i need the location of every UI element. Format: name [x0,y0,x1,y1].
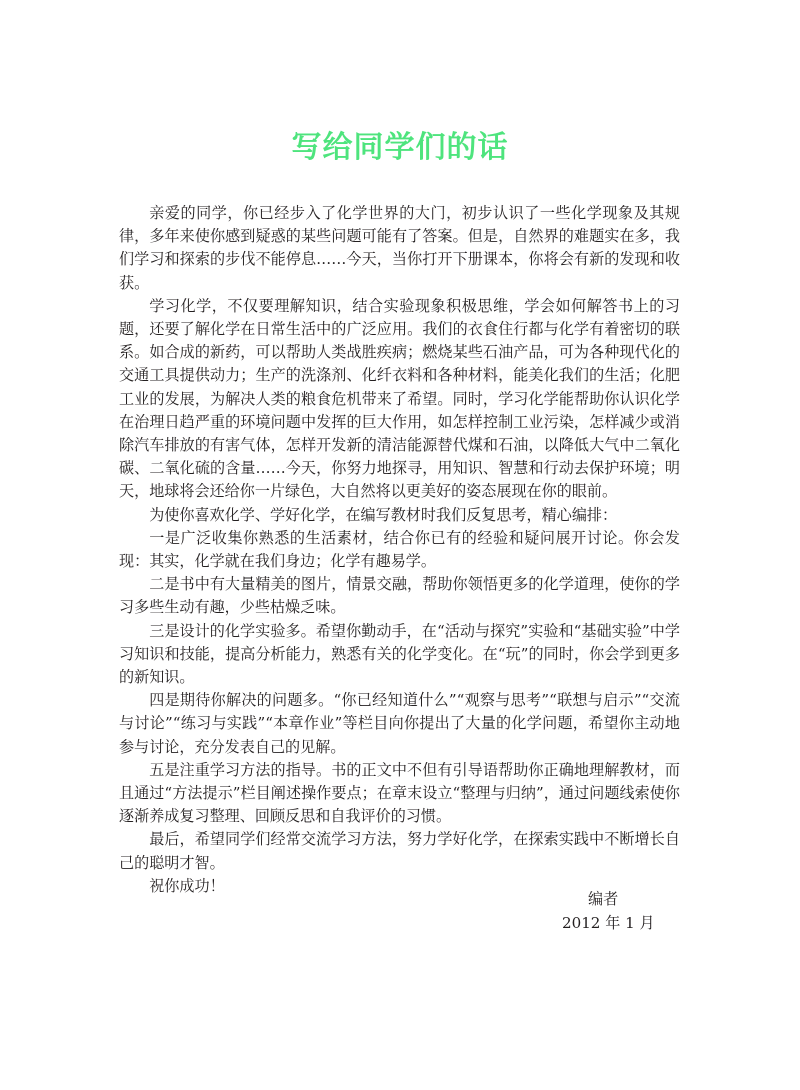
letter-body [119,202,680,898]
paragraph: 最后，希望同学们经常交流学习方法，努力学好化学，在探索实践中不断增长自己的聪明才智。 [119,830,680,872]
page-title: 写给同学们的话 [291,130,509,165]
paragraph: 四是期待你解决的问题多。“你已经知道什么”“观察与思考”“联想与启示”“交流与讨论”“练习与实践”“本章作业”等栏目向你提出了大量的化学问题，希望你主动地参与讨论，充分发表自己的见解。 [119,691,680,756]
paragraph: 祝你成功！ [149,876,225,895]
paragraph: 学习化学，不仅要理解知识，结合实验现象积极思维，学会如何解答书上的习题，还要了解化学在日常生活中的广泛应用。我们的衣食住行都与化学有着密切的联系。如合成的新药，可以帮助人类战胜疾病；燃烧某些石油产品，可为各种现代化的交通工具提供动力；生产的洗涤剂、化纤衣料和各种材料，能美化我们的生活；化肥工业的发展，为解决人类的粮食危机带来了希望。同时，学习化学能帮助你认识化学在治理日趋严重的环境问题中发挥的巨大作用，如怎样控制工业污染，怎样减少或消除汽车排放的有害气体，怎样开发新的清洁能源替代煤和石油，以降低大气中二氧化碳、二氧化硫的含量……今天，你努力地探寻，用知识、智慧和行动去保护环境；明天，地球将会还给你一片绿色，大自然将以更美好的姿态展现在你的眼前。 [119,296,680,501]
paragraph: 五是注重学习方法的指导。书的正文中不但有引导语帮助你正确地理解教材，而且通过“方法提示”栏目阐述操作要点；在章末设立“整理与归纳”，通过问题线索使你逐渐养成复习整理、回顾反思和自我评价的习惯。 [119,760,680,826]
paragraph: 三是设计的化学实验多。希望你勤动手，在“活动与探究”实验和“基础实验”中学习知识和技能，提高分析能力，熟悉有关的化学变化。在“玩”的同时，你会学到更多的新知识。 [119,621,680,687]
paragraph: 二是书中有大量精美的图片，情景交融，帮助你领悟更多的化学道理，使你的学习多些生动有趣，少些枯燥乏味。 [119,575,680,617]
paragraph: 一是广泛收集你熟悉的生活素材，结合你已有的经验和疑问展开讨论。你会发现：其实，化学就在我们身边；化学有趣易学。 [119,528,680,571]
date-text: 2012 年 1 月 [562,914,655,932]
author-text: 编者 [588,890,619,908]
paragraph: 亲爱的同学，你已经步入了化学世界的大门，初步认识了一些化学现象及其规律，多年来使你感到疑惑的某些问题可能有了答案。但是，自然界的难题实在多，我们学习和探索的步伐不能停息……今天，当你打开下册课本，你将会有新的发现和收获。 [119,204,680,292]
paragraph: 为使你喜欢化学、学好化学，在编写教材时我们反复思考，精心编排： [149,505,618,524]
